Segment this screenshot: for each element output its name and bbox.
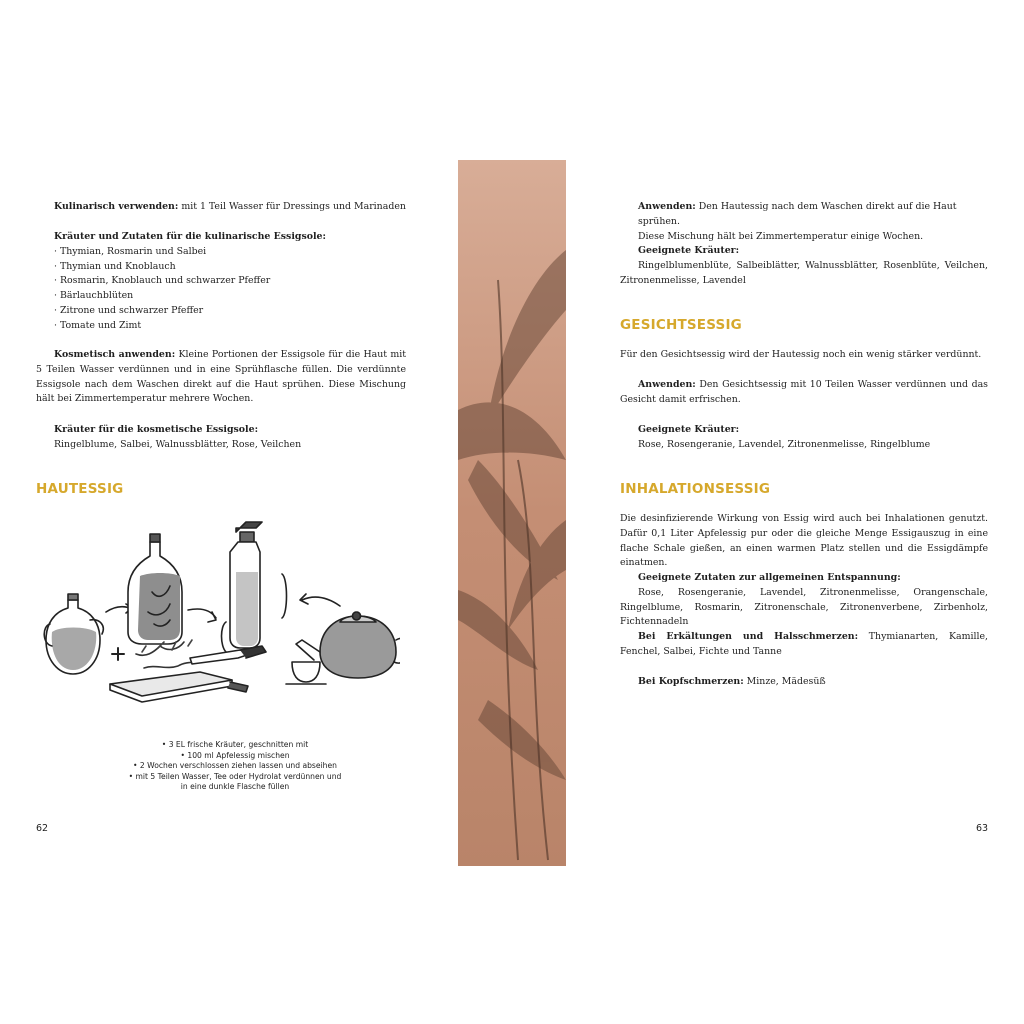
headache-label: Bei Kopfschmerzen:: [638, 676, 744, 687]
culinary-use-text: mit 1 Teil Wasser für Dressings und Marinaden: [178, 201, 406, 212]
relax-section: [620, 571, 988, 630]
inhalationsessig-heading: INHALATIONSESSIG: [620, 481, 771, 497]
cosmetic-herbs-text: Ringelblume, Salbei, Walnussblätter, Rose, Veilchen: [54, 438, 302, 450]
caption-line: • mit 5 Teilen Wasser, Tee oder Hydrolat verdünnen und: [128, 771, 342, 781]
spray-bottle-icon: [230, 522, 262, 648]
cutting-board-icon: [110, 640, 266, 702]
culinary-herb-item: · Thymian und Knoblauch: [54, 260, 176, 272]
cosmetic-herbs-title: Kräuter für die kosmetische Essigsole:: [54, 424, 259, 435]
culinary-herb-item: · Zitrone und schwarzer Pfeffer: [54, 304, 204, 316]
face-apply-text: Den Gesichtsessig mit 10 Teilen Wasser verdünnen und das Gesicht damit erfrischen.: [620, 379, 988, 405]
plant-photo-strip: [458, 160, 566, 866]
cosmetic-use-label: Kosmetisch anwenden:: [54, 349, 176, 360]
cold-label: Bei Erkältungen und Halsschmerzen:: [638, 631, 859, 642]
skin-apply: [638, 200, 988, 244]
inhalation-intro-text: Die desinfizierende Wirkung von Essig wird auch bei Inhalationen genutzt. Dafür 0,1 Liter Apfelessig pur oder die gleiche Menge Essigauszug in eine flache Schale gießen, an einen warmen Platz stellen und die Essigdämpfe einatmen.: [620, 513, 988, 569]
face-intro: [620, 348, 988, 363]
skin-herbs-title: Geeignete Kräuter:: [638, 245, 740, 256]
page-number-left: 62: [36, 823, 49, 834]
caption-line: in eine dunkle Flasche füllen: [180, 782, 290, 792]
gesichtsessig-heading: GESICHTSESSIG: [620, 317, 742, 333]
culinary-section: [54, 200, 409, 215]
cruet-icon: [44, 594, 103, 674]
page-number-right: 63: [976, 823, 989, 834]
cold-text: Thymianarten, Kamille, Fenchel, Salbei, Fichte und Tanne: [620, 631, 988, 657]
inhalation-intro: [620, 512, 988, 571]
culinary-herbs-title: Kräuter und Zutaten für die kulinarische Essigsole:: [54, 231, 326, 242]
culinary-herb-item: · Thymian, Rosmarin und Salbei: [54, 245, 207, 257]
relax-text: Rose, Rosengeranie, Lavendel, Zitronenmelisse, Orangenschale, Ringelblume, Rosmarin, Zitronenschale, Zitronenverbene, Zirbenholz, Fichtennadeln: [620, 586, 988, 628]
skin-herbs-text: Ringelblumenblüte, Salbeiblätter, Walnussblätter, Rosenblüte, Veilchen, Zitronenmelisse, Lavendel: [620, 259, 988, 286]
face-herbs-title: Geeignete Kräuter:: [638, 424, 740, 435]
face-intro-text: Für den Gesichtsessig wird der Hautessig noch ein wenig stärker verdünnt.: [620, 349, 982, 360]
skin-herbs: [620, 244, 988, 288]
culinary-herbs: [54, 230, 409, 334]
skin-apply-text: Den Hautessig nach dem Waschen direkt auf die Haut sprühen.: [638, 201, 957, 227]
cosmetic-herbs: [54, 423, 409, 453]
skin-apply-text-2: Diese Mischung hält bei Zimmertemperatur einige Wochen.: [638, 230, 924, 242]
hautessig-illustration: [40, 512, 400, 722]
cold-section: [620, 630, 988, 660]
face-herbs-text: Rose, Rosengeranie, Lavendel, Zitronenmelisse, Ringelblume: [638, 438, 931, 450]
teacup-icon: [286, 662, 326, 684]
hautessig-heading: HAUTESSIG: [36, 481, 124, 497]
cosmetic-section: [36, 348, 406, 407]
left-page: [0, 0, 458, 1024]
plant-leaves-image: [458, 160, 566, 866]
face-apply: [620, 378, 988, 408]
face-apply-label: Anwenden:: [638, 379, 696, 390]
cosmetic-use-text: Kleine Portionen der Essigsole für die Haut mit 5 Teilen Wasser verdünnen und in eine Sprühflasche füllen. Die verdünnte Essigsole nach dem Waschen direkt auf die Haut sprühen. Diese Mischung hält bei Zimmertemperatur mehrere Wochen.: [36, 349, 406, 405]
culinary-herb-item: · Rosmarin, Knoblauch und schwarzer Pfeffer: [54, 275, 271, 287]
headache-text: Minze, Mädesüß: [743, 676, 826, 687]
culinary-herb-item: · Bärlauchblüten: [54, 290, 134, 302]
right-page: [566, 0, 1024, 1024]
culinary-herb-item: · Tomate und Zimt: [54, 319, 142, 331]
face-herbs: [638, 423, 988, 453]
culinary-use-label: Kulinarisch verwenden:: [54, 201, 179, 212]
herb-bottle-icon: [128, 534, 182, 644]
caption-line: • 3 EL frische Kräuter, geschnitten mit: [161, 740, 309, 749]
relax-title: Geeignete Zutaten zur allgemeinen Entspannung:: [638, 572, 901, 583]
caption-line: • 2 Wochen verschlossen ziehen lassen und abseihen: [133, 761, 337, 771]
skin-apply-label: Anwenden:: [638, 201, 696, 212]
headache-section: [620, 675, 988, 690]
hautessig-caption: [70, 740, 400, 793]
caption-line: • 100 ml Apfelessig mischen: [180, 750, 290, 760]
